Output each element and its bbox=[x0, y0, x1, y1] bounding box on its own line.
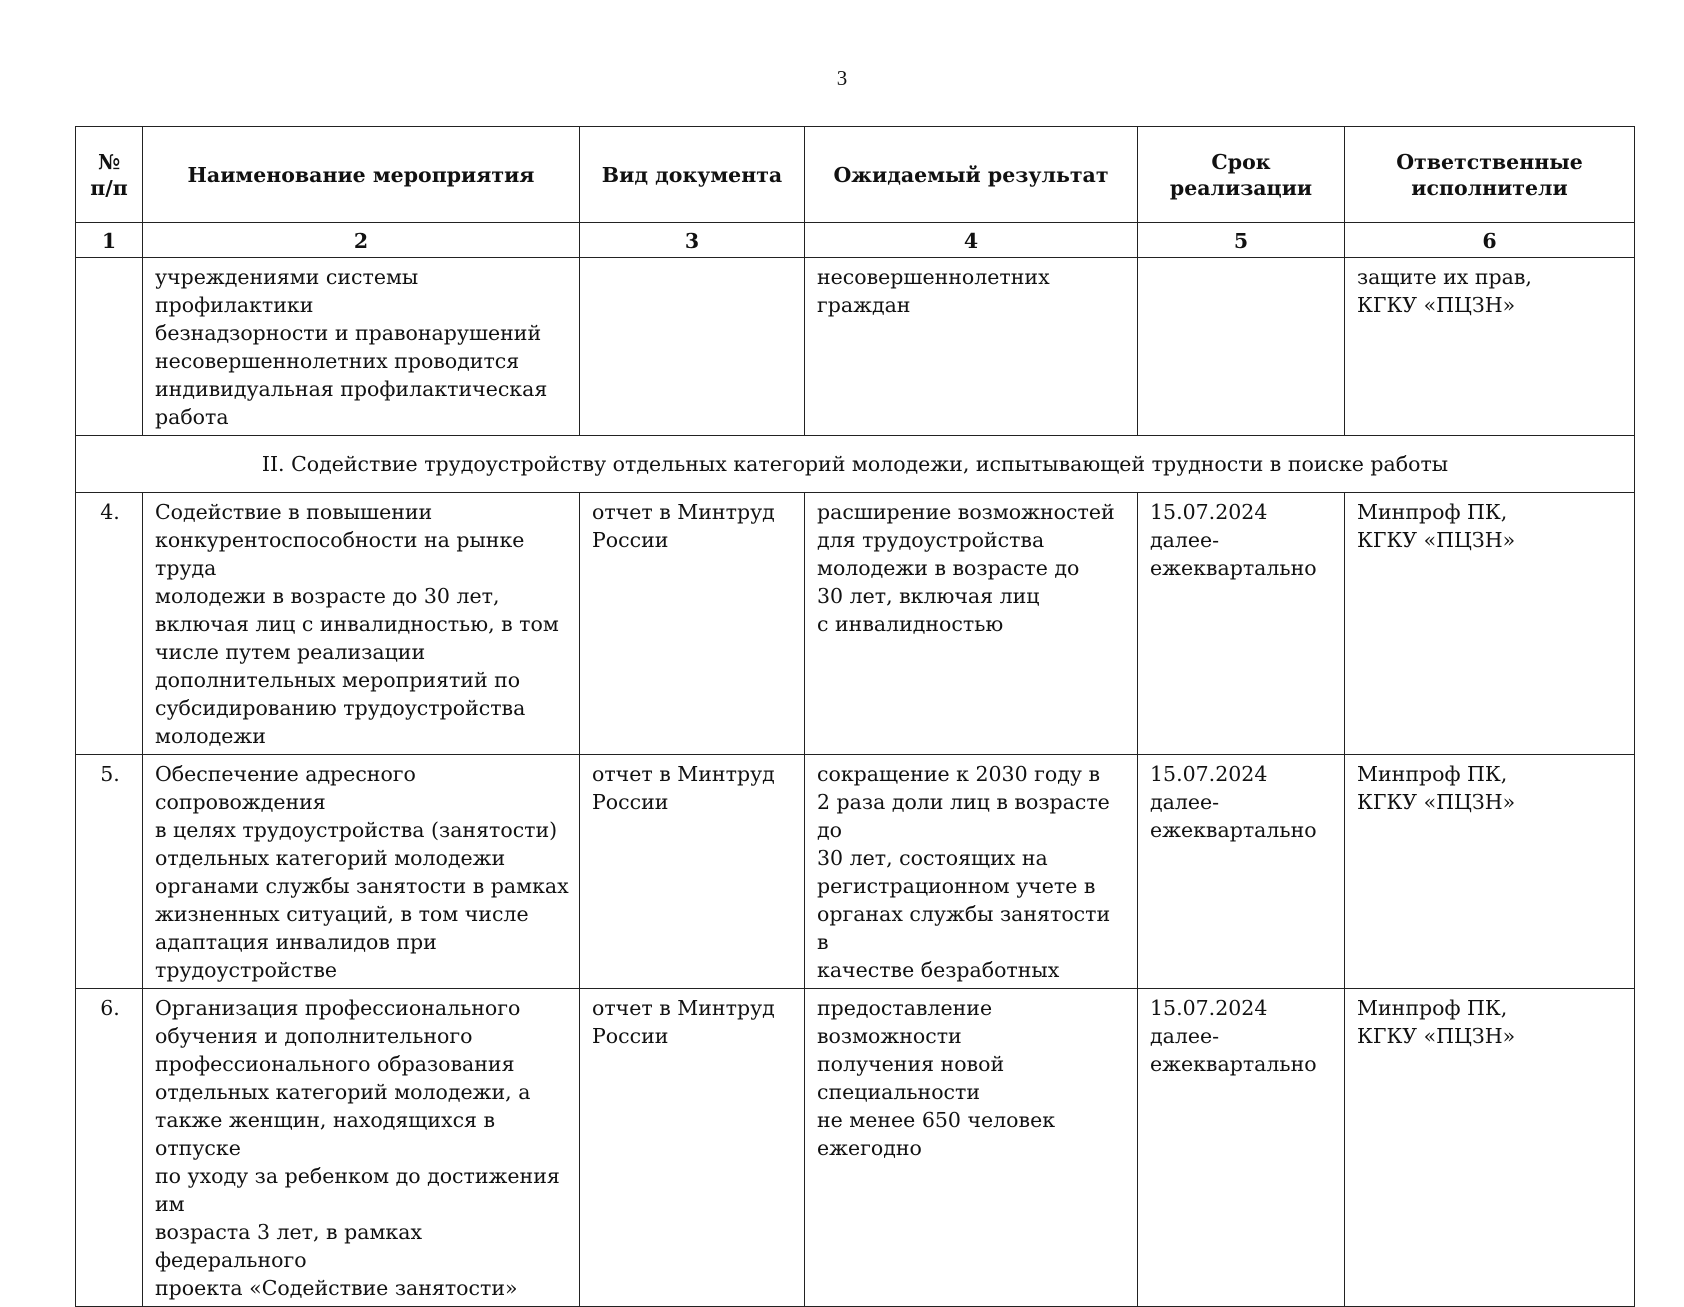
column-number: 5 bbox=[1138, 223, 1345, 258]
section-heading-row bbox=[76, 436, 1635, 493]
cell-event-name: Содействие в повышении конкурентоспособности на рынке труда молодежи в возрасте до 30 лет, включая лиц с инвалидностью, в том числе путем реализации дополнительных мероприятий по субсидированию трудоустройства молодежи bbox=[143, 493, 580, 755]
cell-responsible: защите их прав, КГКУ «ПЦЗН» bbox=[1345, 258, 1635, 436]
column-number: 6 bbox=[1345, 223, 1635, 258]
cell-number bbox=[76, 258, 143, 436]
section-title: II. Содействие трудоустройству отдельных категорий молодежи, испытывающей трудности в поиске работы bbox=[76, 436, 1635, 493]
cell-expected-result: предоставление возможности получения новой специальности не менее 650 человек ежегодно bbox=[805, 989, 1138, 1307]
header-responsible: Ответственные исполнители bbox=[1345, 127, 1635, 223]
cell-number: 5. bbox=[76, 755, 143, 989]
cell-number: 6. bbox=[76, 989, 143, 1307]
header-event-name: Наименование мероприятия bbox=[143, 127, 580, 223]
header-document-type: Вид документа bbox=[580, 127, 805, 223]
cell-responsible: Минпроф ПК, КГКУ «ПЦЗН» bbox=[1345, 755, 1635, 989]
events-plan-table bbox=[75, 126, 1635, 1307]
table-row bbox=[76, 755, 1635, 989]
header-number: № п/п bbox=[76, 127, 143, 223]
table-row bbox=[76, 493, 1635, 755]
table-header-row bbox=[76, 127, 1635, 223]
cell-expected-result: сокращение к 2030 году в 2 раза доли лиц в возрасте до 30 лет, состоящих на регистрационном учете в органах службы занятости в качестве безработных bbox=[805, 755, 1138, 989]
cell-responsible: Минпроф ПК, КГКУ «ПЦЗН» bbox=[1345, 493, 1635, 755]
cell-document-type: отчет в Минтруд России bbox=[580, 493, 805, 755]
page-number: 3 bbox=[836, 66, 848, 90]
table-row-continuation bbox=[76, 258, 1635, 436]
column-number: 3 bbox=[580, 223, 805, 258]
cell-expected-result: несовершеннолетних граждан bbox=[805, 258, 1138, 436]
cell-term: 15.07.2024 далее- ежеквартально bbox=[1138, 493, 1345, 755]
cell-number: 4. bbox=[76, 493, 143, 755]
cell-event-name: Обеспечение адресного сопровождения в целях трудоустройства (занятости) отдельных категорий молодежи органами службы занятости в рамках жизненных ситуаций, в том числе адаптация инвалидов при трудоустройстве bbox=[143, 755, 580, 989]
cell-expected-result: расширение возможностей для трудоустройства молодежи в возрасте до 30 лет, включая лиц с инвалидностью bbox=[805, 493, 1138, 755]
cell-responsible: Минпроф ПК, КГКУ «ПЦЗН» bbox=[1345, 989, 1635, 1307]
column-numbers-row bbox=[76, 223, 1635, 258]
cell-document-type bbox=[580, 258, 805, 436]
table-row bbox=[76, 989, 1635, 1307]
column-number: 1 bbox=[76, 223, 143, 258]
column-number: 2 bbox=[143, 223, 580, 258]
column-number: 4 bbox=[805, 223, 1138, 258]
header-expected-result: Ожидаемый результат bbox=[805, 127, 1138, 223]
cell-document-type: отчет в Минтруд России bbox=[580, 989, 805, 1307]
cell-term: 15.07.2024 далее- ежеквартально bbox=[1138, 755, 1345, 989]
header-term: Срок реализации bbox=[1138, 127, 1345, 223]
cell-document-type: отчет в Минтруд России bbox=[580, 755, 805, 989]
cell-term bbox=[1138, 258, 1345, 436]
cell-event-name: учреждениями системы профилактики безнадзорности и правонарушений несовершеннолетних проводится индивидуальная профилактическая работа bbox=[143, 258, 580, 436]
cell-event-name: Организация профессионального обучения и дополнительного профессионального образования отдельных категорий молодежи, а также женщин, находящихся в отпуске по уходу за ребенком до достижения им возраста 3 лет, в рамках федерального проекта «Содействие занятости» bbox=[143, 989, 580, 1307]
cell-term: 15.07.2024 далее- ежеквартально bbox=[1138, 989, 1345, 1307]
